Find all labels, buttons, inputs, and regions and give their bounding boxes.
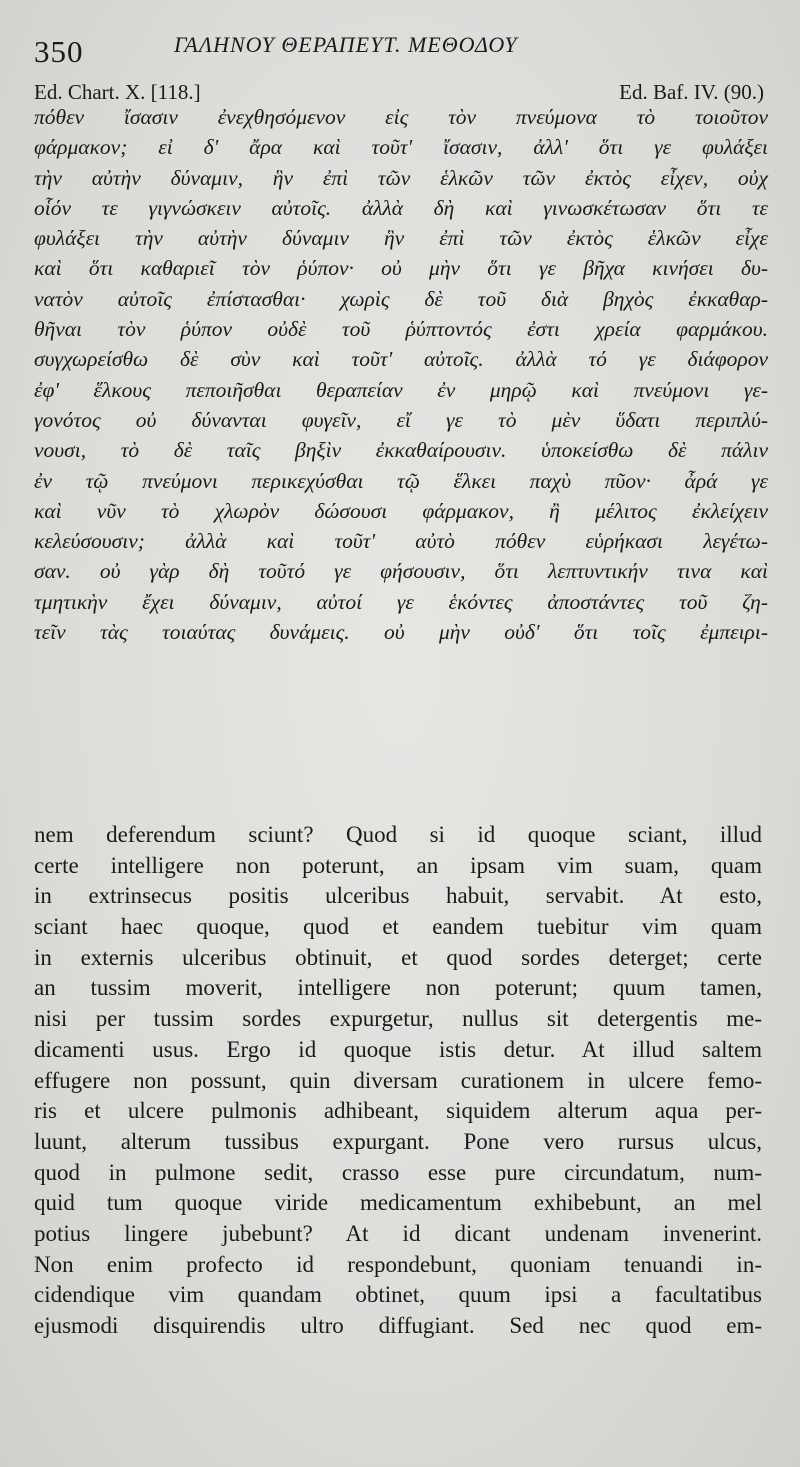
greek-text-line: πόθεν ἴσασιν ἐνεχθησόμενον εἰς τὸν πνεύμονα τὸ τοιοῦτον — [34, 105, 768, 129]
greek-text-line: θῆναι τὸν ῥύπον οὐδὲ τοῦ ῥύπτοντός ἐστι χρεία φαρμάκου. — [34, 317, 768, 342]
latin-text-line: nem deferendum sciunt? Quod si id quoque sciant, illud — [34, 822, 762, 847]
latin-text-line: ris et ulcere pulmonis adhibeant, siquidem alterum aqua per- — [34, 1098, 762, 1124]
latin-text-line: in extrinsecus positis ulceribus habuit, servabit. At esto, — [34, 883, 762, 909]
greek-text-line: φάρμακον; εἰ δ' ἄρα καὶ τοῦτ' ἴσασιν, ἀλλ' ὅτι γε φυλάξει — [34, 135, 768, 160]
latin-text-line: nisi per tussim sordes expurgetur, nullus sit detergentis me- — [34, 1006, 762, 1032]
greek-text-line: συγχωρείσθω δὲ σὺν καὶ τοῦτ' αὐτοῖς. ἀλλὰ τό γε διάφορον — [34, 347, 768, 372]
greek-text-line: νατὸν αὐτοῖς ἐπίστασθαι· χωρὶς δὲ τοῦ διὰ βηχὸς ἐκκαθαρ- — [34, 286, 768, 311]
latin-text-line: cidendique vim quandam obtinet, quum ipsi a facultatibus — [34, 1282, 762, 1308]
running-title: ΓΑΛΗΝΟΥ ΘΕΡΑΠΕΥΤ. ΜΕΘΟΔΟΥ — [174, 32, 518, 57]
latin-text-line: ejusmodi disquirendis ultro diffugiant. Sed nec quod em- — [34, 1313, 762, 1338]
latin-text-line: certe intelligere non poterunt, an ipsam vim suam, quam — [34, 852, 762, 878]
latin-text-line: an tussim moverit, intelligere non poterunt; quum tamen, — [34, 975, 762, 1001]
greek-text-line: φυλάξει τὴν αὐτὴν δύναμιν ἣν ἐπὶ τῶν ἐκτὸς ἑλκῶν εἶχε — [34, 226, 768, 251]
latin-text-line: luunt, alterum tussibus expurgant. Pone vero rursus ulcus, — [34, 1128, 762, 1154]
greek-text-line: ἐφ' ἕλκους πεποιῆσθαι θεραπείαν ἐν μηρῷ καὶ πνεύμονι γε- — [34, 377, 768, 402]
greek-text-line: γονότος οὐ δύνανται φυγεῖν, εἴ γε τὸ μὲν ὕδατι περιπλύ- — [34, 407, 768, 432]
greek-text-line: ἐν τῷ πνεύμονι περικεχύσθαι τῷ ἕλκει παχὺ πῦον· ἆρά γε — [34, 468, 768, 493]
greek-text-line: κελεύσουσιν; ἀλλὰ καὶ τοῦτ' αὐτὸ πόθεν εὑρήκασι λεγέτω- — [34, 529, 768, 554]
latin-text-line: dicamenti usus. Ergo id quoque istis detur. At illud saltem — [34, 1036, 762, 1062]
greek-text-line: καὶ νῦν τὸ χλωρὸν δώσουσι φάρμακον, ἢ μέλιτος ἐκλείχειν — [34, 498, 768, 523]
edition-basel-reference: Ed. Baf. IV. (90.) — [619, 80, 764, 104]
latin-text-line: sciant haec quoque, quod et eandem tuebitur vim quam — [34, 914, 762, 940]
latin-text-line: quid tum quoque viride medicamentum exhibebunt, an mel — [34, 1190, 762, 1216]
latin-text-line: potius lingere jubebunt? At id dicant undenam invenerint. — [34, 1220, 762, 1246]
latin-text-line: effugere non possunt, quin diversam curationem in ulcere femo- — [34, 1067, 762, 1093]
edition-chart-reference: Ed. Chart. X. [118.] — [34, 80, 201, 104]
latin-text-line: in externis ulceribus obtinuit, et quod sordes deterget; certe — [34, 944, 762, 970]
page-number: 350 — [34, 34, 84, 69]
latin-text-line: Non enim profecto id respondebunt, quoniam tenuandi in- — [34, 1251, 762, 1277]
greek-text-line: καὶ ὅτι καθαριεῖ τὸν ῥύπον· οὐ μὴν ὅτι γε βῆχα κινήσει δυ- — [34, 256, 768, 281]
latin-text-block — [34, 820, 762, 1342]
latin-text-line: quod in pulmone sedit, crasso esse pure circundatum, num- — [34, 1159, 762, 1185]
greek-text-line: σαν. οὐ γὰρ δὴ τοῦτό γε φήσουσιν, ὅτι λεπτυντικήν τινα καὶ — [34, 559, 768, 584]
greek-text-line: τεῖν τὰς τοιαύτας δυνάμεις. οὐ μὴν οὐδ' ὅτι τοῖς ἐμπειρι- — [34, 620, 768, 645]
greek-text-line: τμητικὴν ἔχει δύναμιν, αὐτοί γε ἑκόντες ἀποστάντες τοῦ ζη- — [34, 589, 768, 614]
greek-text-line: οἷόν τε γιγνώσκειν αὐτοῖς. ἀλλὰ δὴ καὶ γινωσκέτωσαν ὅτι τε — [34, 195, 768, 220]
page-header — [34, 28, 764, 68]
greek-text-line: τὴν αὐτὴν δύναμιν, ἣν ἐπὶ τῶν ἑλκῶν τῶν ἐκτὸς εἶχεν, οὐχ — [34, 165, 768, 190]
greek-text-block — [34, 102, 768, 647]
greek-text-line: νουσι, τὸ δὲ ταῖς βηξὶν ἐκκαθαίρουσιν. ὑποκείσθω δὲ πάλιν — [34, 438, 768, 463]
